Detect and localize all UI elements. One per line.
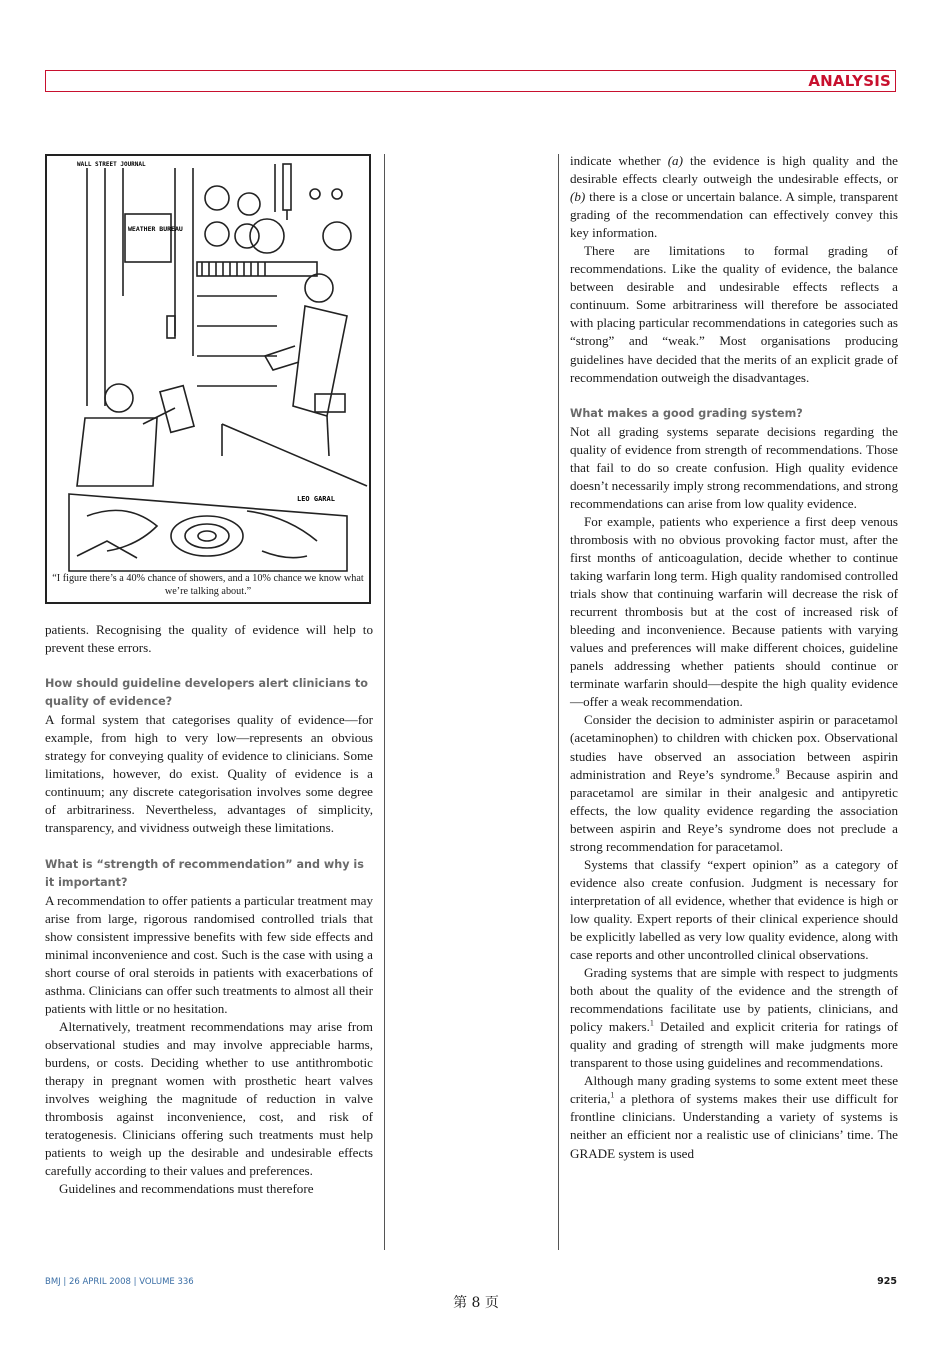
text-run: Because aspirin and paracetamol are similar in their analgesic and antipyretic effects, the low quality evidence regarding the association between aspirin and Reye’s syndrome does not preclude a strong recommendation for paracetamol.	[570, 766, 898, 854]
volume: VOLUME 336	[139, 1277, 194, 1287]
paragraph: Systems that classify “expert opinion” as a category of evidence also create confusion. Judgment is necessary for interpretation of all evidence, whether that evidence is high or low quality. Expert reports of their clinical experience should be explicitly labelled as very low quality evidence, along with case reports and other uncontrolled clinical observations.	[570, 856, 898, 963]
paragraph: For example, patients who experience a first deep venous thrombosis with no obvious provoking factor must, after the first months of anticoagulation, decide whether to continue taking warfarin long term. High quality randomised controlled trials show that continuing warfarin will decrease the risk of recurrent thrombosis but at the cost of increased risk of bleeding and inconvenience. Because patients with varying values and preferences will make different choices, guideline panels addressing whether patients should continue or terminate warfarin should—despite the high quality evidence—offer a weak recommendation.	[570, 513, 898, 710]
cartoon-illustration	[45, 154, 371, 604]
text-run: indicate whether	[570, 153, 668, 168]
reference-marker: 1	[649, 1018, 654, 1028]
cartoon-caption: “I figure there’s a 40% chance of showers, and a 10% chance we know what we’re talking about.”	[52, 573, 364, 597]
issue-date: 26 APRIL 2008	[68, 1277, 131, 1287]
separator: |	[63, 1277, 67, 1287]
paragraph: Not all grading systems separate decisions regarding the quality of evidence from strength of recommendations. Those that fail to do so create confusion. High quality evidence doesn’t necessarily imply strong recommendations, and strong recommendations can arise from low quality evidence.	[570, 423, 898, 511]
cartoon-drawing	[47, 156, 369, 602]
paragraph: patients. Recognising the quality of evidence will help to prevent these errors.	[45, 622, 373, 656]
page-number: 925	[877, 1276, 897, 1287]
text-run: Although many grading systems to some extent meet these criteria,	[570, 1073, 898, 1107]
left-column	[45, 621, 373, 1198]
journal-name: BMJ	[45, 1277, 61, 1287]
column-rule	[558, 154, 559, 1250]
reference-marker: 1	[610, 1091, 615, 1101]
column-rule	[384, 154, 385, 1250]
section-heading: What is “strength of recommendation” and why is it important?	[45, 857, 364, 889]
paragraph	[570, 1072, 898, 1162]
text-run: (b)	[570, 189, 586, 205]
paragraph: A formal system that categorises quality of evidence—for example, from high to very low—represents an obvious strategy for conveying quality of evidence to clinicians. Some limitations, however, do exist. Quality of evidence is a continuum; any discrete categorisation involves some degree of arbitrariness. Nevertheless, advantages of simplicity, transparency, and vividness outweigh these limitations.	[45, 712, 373, 836]
sign-text: WEATHER BUREAU	[128, 225, 183, 233]
footer-citation	[45, 1277, 194, 1287]
masthead-text: WALL STREET JOURNAL	[77, 161, 146, 168]
section-heading: What makes a good grading system?	[570, 406, 803, 420]
svg-text:WEATHER BUREAU	[128, 225, 183, 233]
text-run: a plethora of systems makes their use difficult for frontline clinicians. Understanding a variety of systems is neither an efficient nor a realistic use of clinicians’ time. The GRADE system is used	[570, 1091, 898, 1161]
page-number-cn: 第 8 页	[453, 1295, 499, 1311]
text-run: the evidence is high quality and the desirable effects clearly outweigh the undesirable effects, or	[570, 153, 898, 187]
separator: |	[133, 1277, 137, 1287]
paragraph: There are limitations to formal grading of recommendations. Like the quality of evidence, the balance between desirable and undesirable effects reflects a continuum. Some arbitrariness will therefore be associated with placing particular recommendations in categories such as “strong” and “weak.” Most organisations producing guidelines have decided that the merits of an explicit grade of recommendation outweigh the disadvantages.	[570, 243, 898, 385]
paragraph: Guidelines and recommendations must therefore	[59, 1181, 314, 1197]
text-run: (a)	[667, 153, 683, 168]
paragraph	[570, 152, 898, 242]
section-header-bar	[45, 70, 896, 92]
text-run: there is a close or uncertain balance. A simple, transparent grading of the recommendation can effectively convey this key information.	[570, 189, 898, 241]
text-run: Grading systems that are simple with respect to judgments both about the quality of the evidence and the strength of recommendations facilitate use by patients, clinicians, and policy makers.	[570, 965, 898, 1035]
cartoonist-signature: LEO GARAL	[297, 495, 335, 503]
paragraph	[570, 711, 898, 855]
reference-marker: 9	[775, 766, 780, 776]
paragraph: A recommendation to offer patients a particular treatment may arise from large, rigorous randomised controlled trials that show consistent impressive benefits with few side effects and minimal inconvenience and cost. Such is the case with using a short course of oral steroids in patients with exacerbations of asthma. Clinicians can offer such treatments to almost all their patients with little or no hesitation.	[45, 892, 373, 1016]
text-run: Consider the decision to administer aspirin or paracetamol (acetaminophen) to children with chicken pox. Observational studies have observed an association between aspirin administration and Reye’s syndrome.	[570, 712, 898, 782]
section-heading: How should guideline developers alert clinicians to quality of evidence?	[45, 677, 368, 709]
paragraph	[570, 964, 898, 1072]
paragraph: Alternatively, treatment recommendations may arise from observational studies and may involve appreciable harms, burdens, or costs. Deciding whether to use antithrombotic therapy in pregnant women with prosthetic heart valves involves weighing the magnitude of reduction in valve thrombosis against inconvenience, cost, and risk of teratogenesis. Clinicians offering such treatments must help patients to weigh up the desirable and undesirable effects carefully according to their values and preferences.	[45, 1018, 373, 1179]
text-run: Detailed and explicit criteria for ratings of quality and grading of strength will make judgments more transparent to those using guidelines and recommendations.	[570, 1019, 898, 1071]
section-label: ANALYSIS	[808, 72, 891, 90]
right-column	[570, 152, 898, 1163]
